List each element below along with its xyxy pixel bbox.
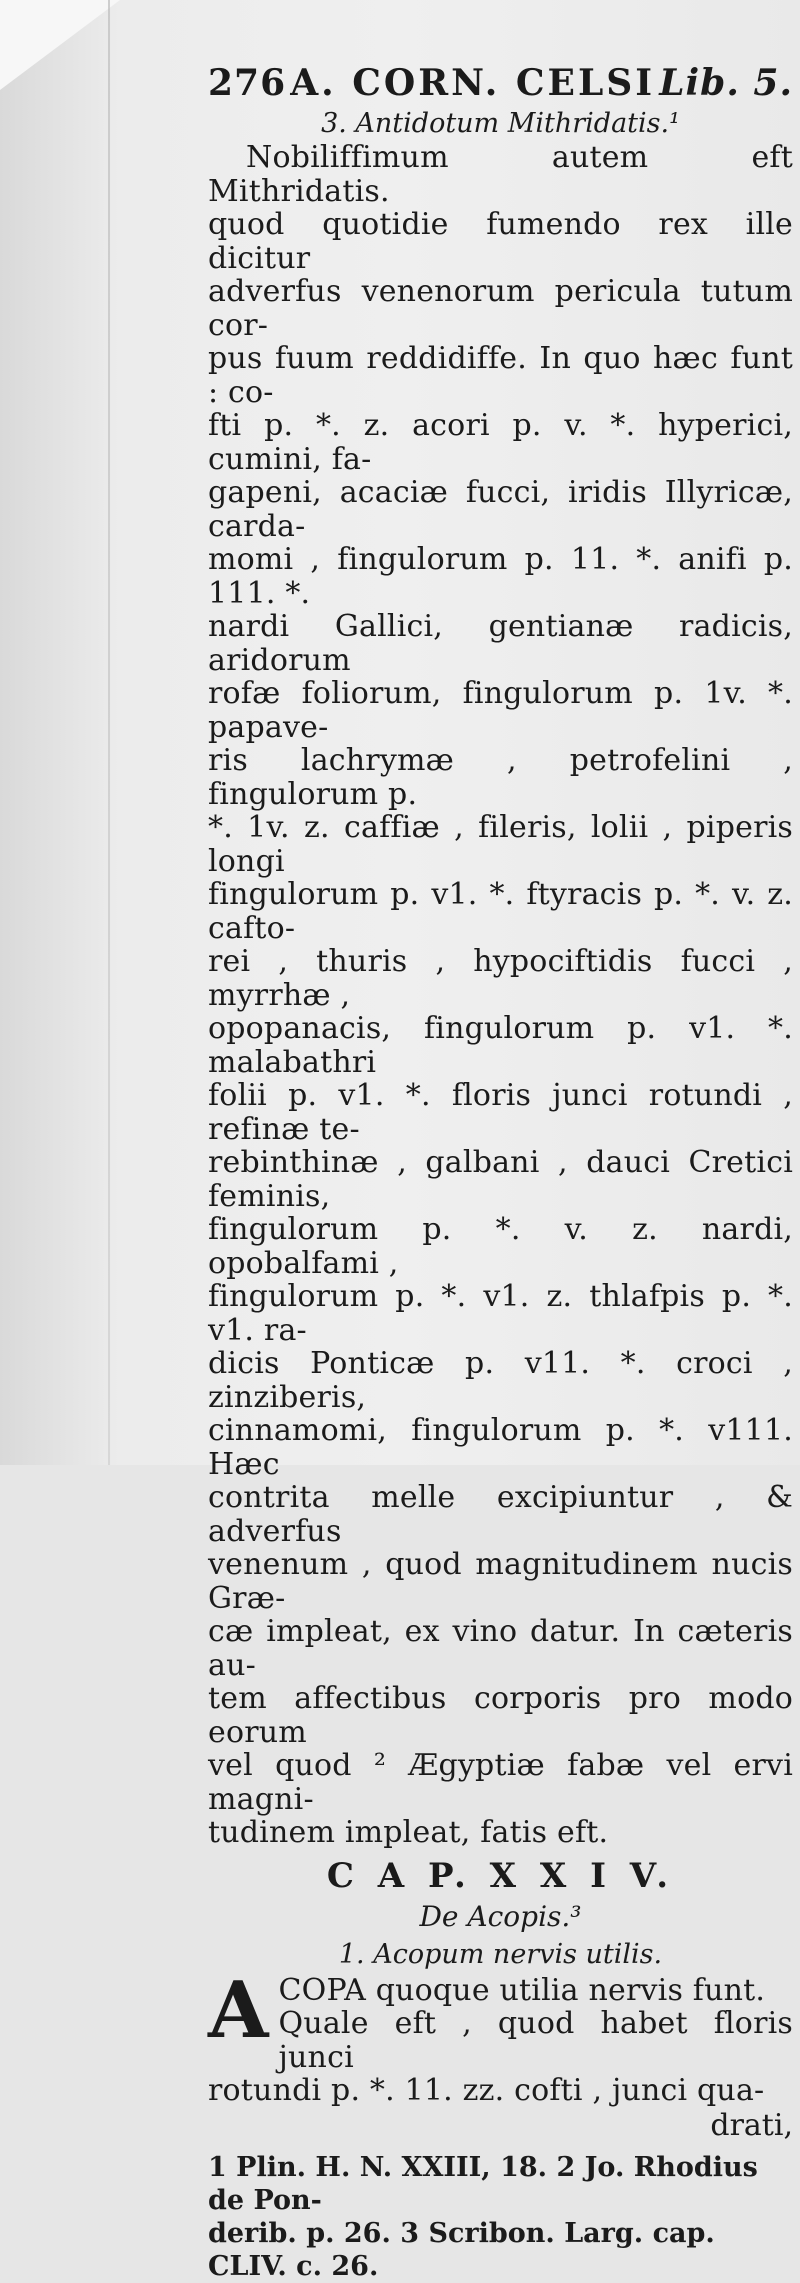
text-block bbox=[208, 62, 793, 2283]
chapter-heading: C A P. X X I V. bbox=[326, 1855, 675, 1896]
paragraph-acopis-end: drati, bbox=[710, 2107, 793, 2143]
sub-heading: 1. Acopum nervis utilis. bbox=[338, 1938, 663, 1970]
drop-cap: A bbox=[208, 1964, 269, 2056]
paragraph-acopis bbox=[208, 1964, 793, 2143]
paragraph-acopis-text: COPA quoque utilia nervis funt. Quale eft , quod habet floris junci rotundi p. *. 11. zz. cofti , junci qua- bbox=[208, 1972, 793, 2108]
chapter-title: De Acopis.³ bbox=[419, 1899, 582, 1933]
running-title: A. CORN. CELSI bbox=[290, 62, 656, 104]
page-number: 276 bbox=[208, 62, 287, 104]
book-label: Lib. 5. bbox=[659, 62, 793, 104]
page-crease bbox=[108, 0, 110, 1465]
page-corner bbox=[0, 0, 120, 90]
section-heading: 3. Antidotum Mithridatis.¹ bbox=[321, 108, 680, 139]
running-head bbox=[208, 62, 793, 104]
paragraph-mithridatis: Nobiliffimum autem eft Mithridatis. quod quotidie fumendo rex ille dicitur adverfus venenorum pericula tutum cor- pus fuum reddidiffe. In quo hæc funt : co- fti p. *. z. acori p. v. *. hyperici, cumini, fa- gapeni, acaciæ fucci, iridis Illyricæ, carda- momi , fingulorum p. 11. *. anifi p. 111. *. nardi Gallici, gentianæ radicis, aridorum rofæ foliorum, fingulorum p. 1v. *. papave- ris lachrymæ , petrofelini , fingulorum p. *. 1v. z. caffiæ , fileris, lolii , piperis longi fingulorum p. v1. *. ftyracis p. *. v. z. cafto- rei , thuris , hypociftidis fucci , myrrhæ , opopanacis, fingulorum p. v1. *. malabathri folii p. v1. *. floris junci rotundi , refinæ te- rebinthinæ , galbani , dauci Cretici feminis, fingulorum p. *. v. z. nardi, opobalfami , fingulorum p. *. v1. z. thlafpis p. *. v1. ra- dicis Ponticæ p. v11. *. croci , zinziberis, cinnamomi, fingulorum p. *. v111. Hæc contrita melle excipiuntur , & adverfus venenum , quod magnitudinem nucis Græ- cæ impleat, ex vino datur. In cæteris au- tem affectibus corporis pro modo eorum vel quod ² Ægyptiæ fabæ vel ervi magni- tudinem impleat, fatis eft. bbox=[208, 140, 793, 1850]
footnotes: 1 Plin. H. N. XXIII, 18. 2 Jo. Rhodius de Pon- derib. p. 26. 3 Scribon. Larg. cap. CLIV. c. 26. bbox=[208, 2151, 758, 2282]
